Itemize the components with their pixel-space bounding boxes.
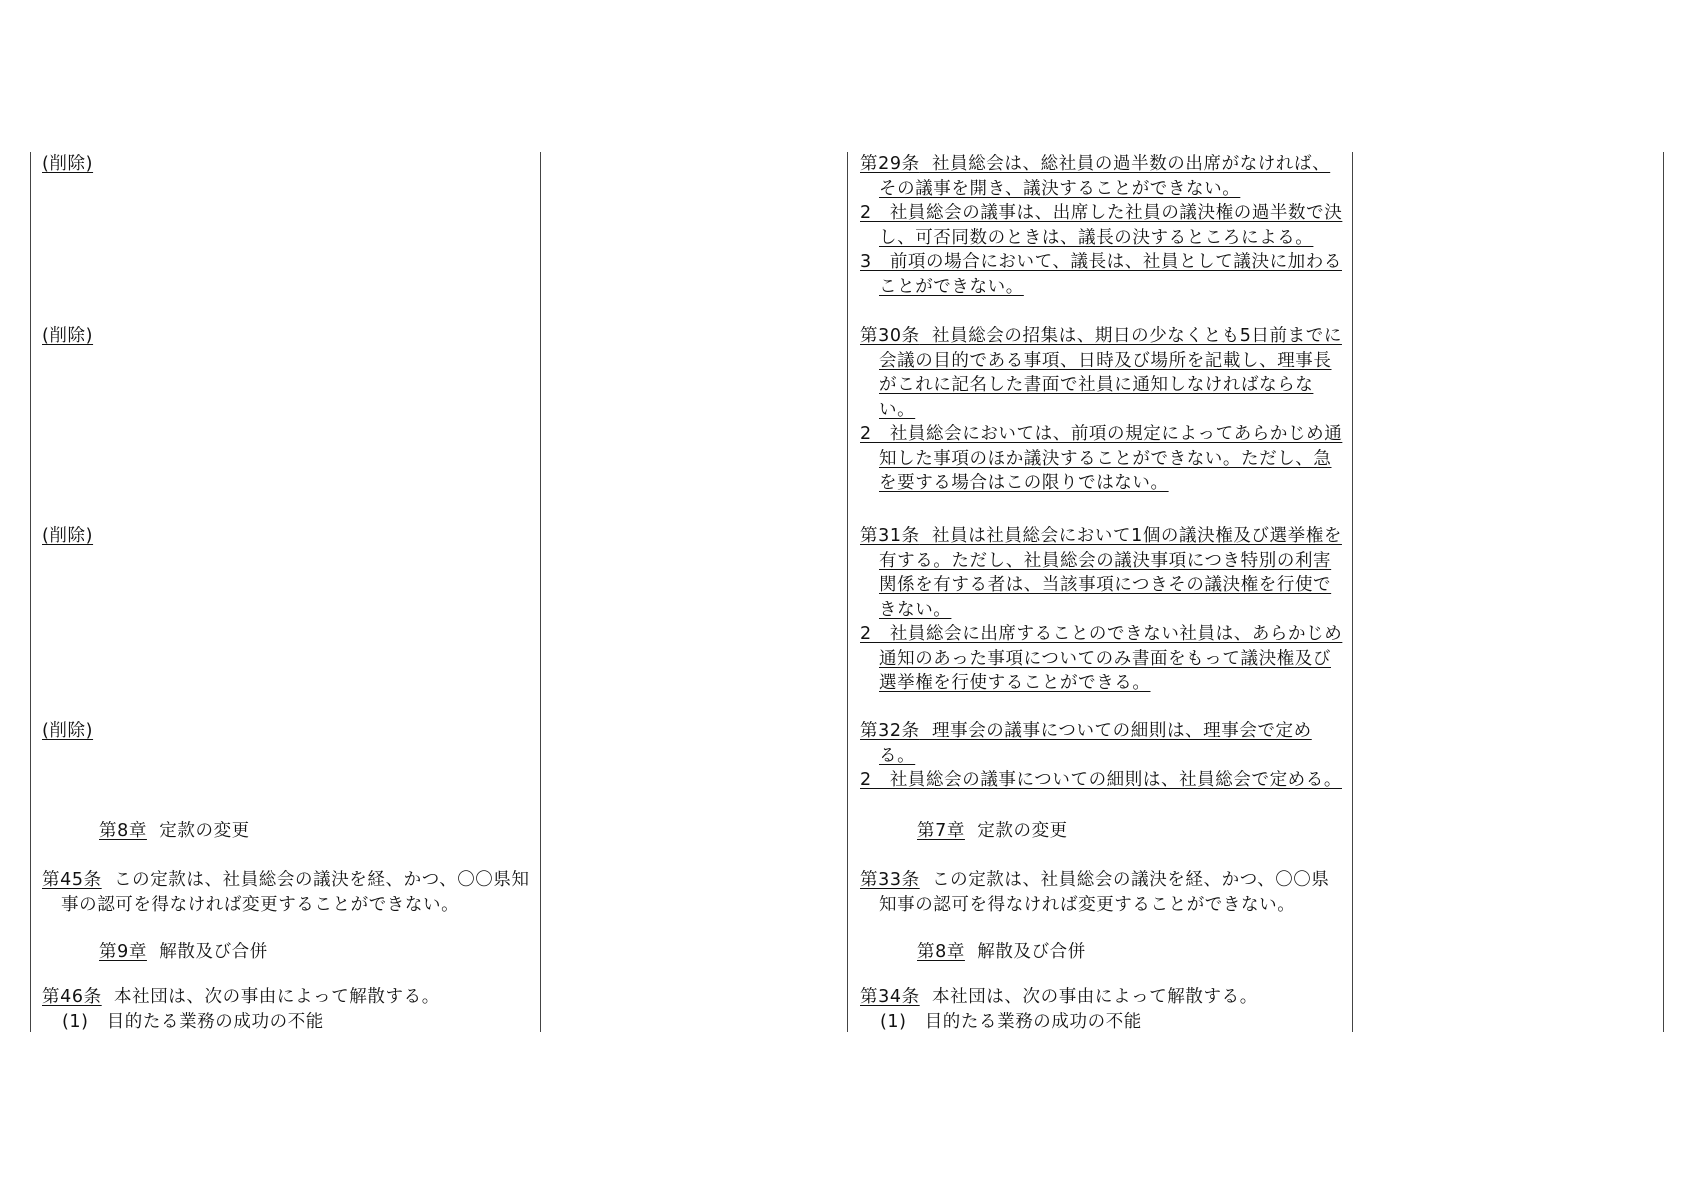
chapter-8-block	[42, 819, 534, 844]
deleted-label: (削除)	[42, 526, 94, 546]
chapter-heading: 第9章 解散及び合併	[99, 942, 268, 962]
column-divider-2	[847, 152, 848, 1032]
article-text: 第46条 本社団は、次の事由によって解散する。	[42, 987, 440, 1007]
table-border-right	[1663, 152, 1664, 1032]
chapter-heading: 第8章 定款の変更	[99, 821, 250, 841]
article-text: 第34条 本社団は、次の事由によって解散する。	[860, 987, 1258, 1007]
article-text: 第29条 社員総会は、総社員の過半数の出席がなければ、その議事を開き、議決することができない。	[860, 154, 1331, 199]
article-45	[42, 868, 534, 917]
article-33	[860, 868, 1346, 917]
article-text: 第33条 この定款は、社員総会の議決を経、かつ、〇〇県知事の認可を得なければ変更することができない。	[860, 870, 1330, 915]
column-divider-3	[1352, 152, 1353, 1032]
deleted-label: (削除)	[42, 721, 94, 741]
article-paragraph: 3 前項の場合において、議長は、社員として議決に加わることができない。	[860, 252, 1342, 297]
list-item: (1) 目的たる業務の成功の不能	[880, 1011, 1142, 1032]
table-border-left	[30, 152, 31, 1032]
chapter-heading: 第7章 定款の変更	[917, 821, 1068, 841]
chapter-9-block	[42, 940, 534, 965]
article-30	[860, 324, 1346, 496]
chapter-7-block	[860, 819, 1346, 844]
article-34	[860, 985, 1346, 1034]
article-46	[42, 985, 534, 1034]
article-paragraph: 2 社員総会の議事についての細則は、社員総会で定める。	[860, 770, 1342, 790]
right-column	[860, 152, 1346, 1032]
article-text: 第45条 この定款は、社員総会の議決を経、かつ、〇〇県知事の認可を得なければ変更することができない。	[42, 870, 530, 915]
column-divider-1	[540, 152, 541, 1032]
article-paragraph: 2 社員総会に出席することのできない社員は、あらかじめ通知のあった事項についてのみ書面をもって議決権及び選挙権を行使することができる。	[860, 624, 1343, 693]
left-column	[42, 152, 534, 1032]
article-paragraph: 2 社員総会の議事は、出席した社員の議決権の過半数で決し、可否同数のときは、議長の決するところによる。	[860, 203, 1343, 248]
article-text: 第30条 社員総会の招集は、期日の少なくとも5日前までに会議の目的である事項、日時及び場所を記載し、理事長がこれに記名した書面で社員に通知しなければならない。	[860, 326, 1342, 420]
article-paragraph: 2 社員総会においては、前項の規定によってあらかじめ通知した事項のほか議決することができない。ただし、急を要する場合はこの限りではない。	[860, 424, 1343, 493]
article-31	[860, 524, 1346, 696]
article-text: 第31条 社員は社員総会において1個の議決権及び選挙権を有する。ただし、社員総会の議決事項につき特別の利害関係を有する者は、当該事項につきその議決権を行使できない。	[860, 526, 1342, 620]
chapter-8-block	[860, 940, 1346, 965]
article-text: 第32条 理事会の議事についての細則は、理事会で定める。	[860, 721, 1312, 766]
deleted-label: (削除)	[42, 326, 94, 346]
chapter-heading: 第8章 解散及び合併	[917, 942, 1086, 962]
list-item: (1) 目的たる業務の成功の不能	[62, 1011, 324, 1032]
article-29	[860, 152, 1346, 299]
deleted-label: (削除)	[42, 154, 94, 174]
article-32	[860, 719, 1346, 793]
